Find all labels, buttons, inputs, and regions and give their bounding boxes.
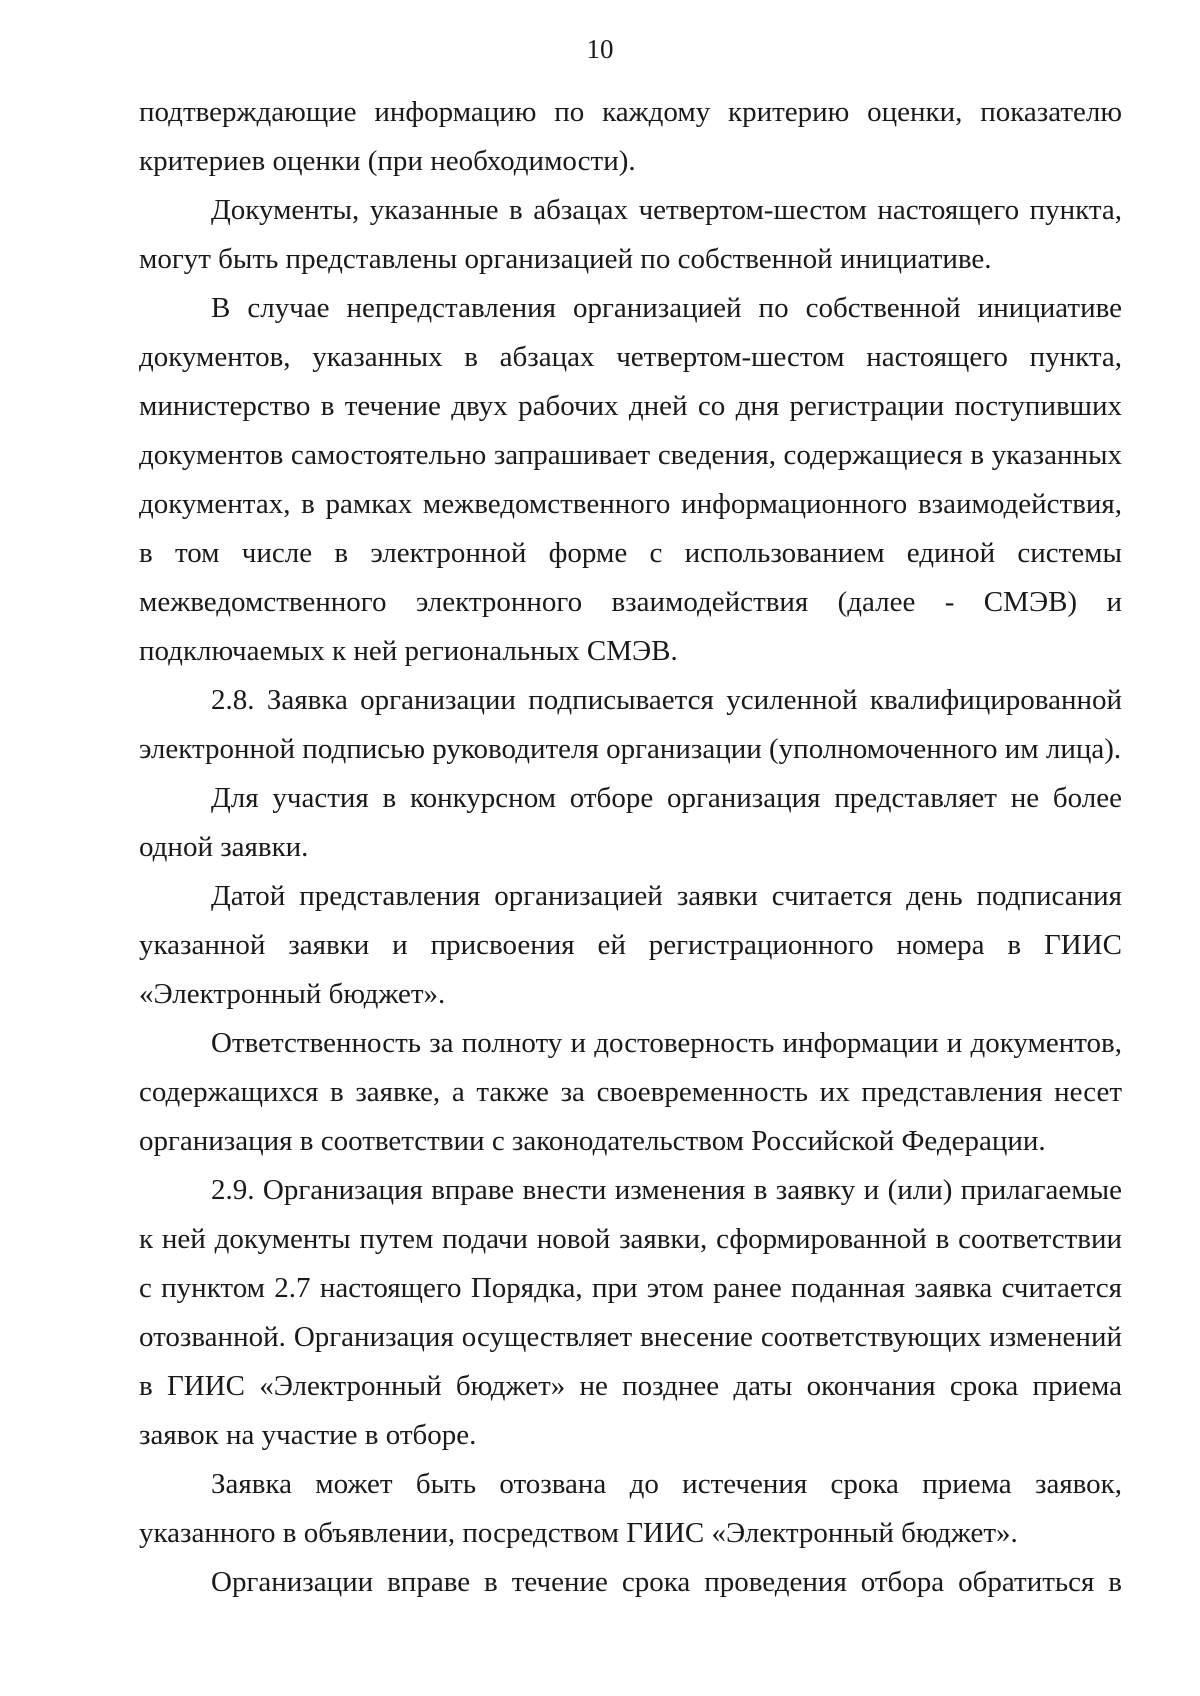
paragraph-10: Организации вправе в течение срока проведения отбора обратиться в [211,1566,1122,1598]
paragraph-9: Заявка может быть отозвана до истечения срока приема заявок, указанного в объявлении, посредством ГИИС «Электронный бюджет». [139,1468,1122,1549]
paragraph-4: 2.8. Заявка организации подписывается усиленной квалифицированной электронной подписью руководителя организации (уполномоченного им лица). [139,684,1122,765]
document-body [139,88,1122,1607]
paragraph-5: Для участия в конкурсном отборе организация представляет не более одной заявки. [139,782,1122,863]
paragraph-6: Датой представления организацией заявки считается день подписания указанной заявки и присвоения ей регистрационного номера в ГИИС «Электронный бюджет». [139,880,1122,1010]
page-number: 10 [586,34,614,64]
paragraph-2: Документы, указанные в абзацах четвертом-шестом настоящего пункта, могут быть представлены организацией по собственной инициативе. [139,194,1122,275]
paragraph-8: 2.9. Организация вправе внести изменения в заявку и (или) прилагаемые к ней документы путем подачи новой заявки, сформированной в соответствии с пунктом 2.7 настоящего Порядка, при этом ранее поданная заявка считается отозванной. Организация осуществляет внесение соответствующих изменений в ГИИС «Электронный бюджет» не позднее даты окончания срока приема заявок на участие в отборе. [139,1174,1122,1451]
paragraph-3: В случае непредставления организацией по собственной инициативе документов, указанных в абзацах четвертом-шестом настоящего пункта, министерство в течение двух рабочих дней со дня регистрации поступивших документов самостоятельно запрашивает сведения, содержащиеся в указанных документах, в рамках межведомственного информационного взаимодействия, в том числе в электронной форме с использованием единой системы межведомственного электронного взаимодействия (далее - СМЭВ) и подключаемых к ней региональных СМЭВ. [139,292,1122,667]
paragraph-7: Ответственность за полноту и достоверность информации и документов, содержащихся в заявке, а также за своевременность их представления несет организация в соответствии с законодательством Российской Федерации. [139,1027,1122,1157]
paragraph-1: подтверждающие информацию по каждому критерию оценки, показателю критериев оценки (при необходимости). [139,96,1122,177]
